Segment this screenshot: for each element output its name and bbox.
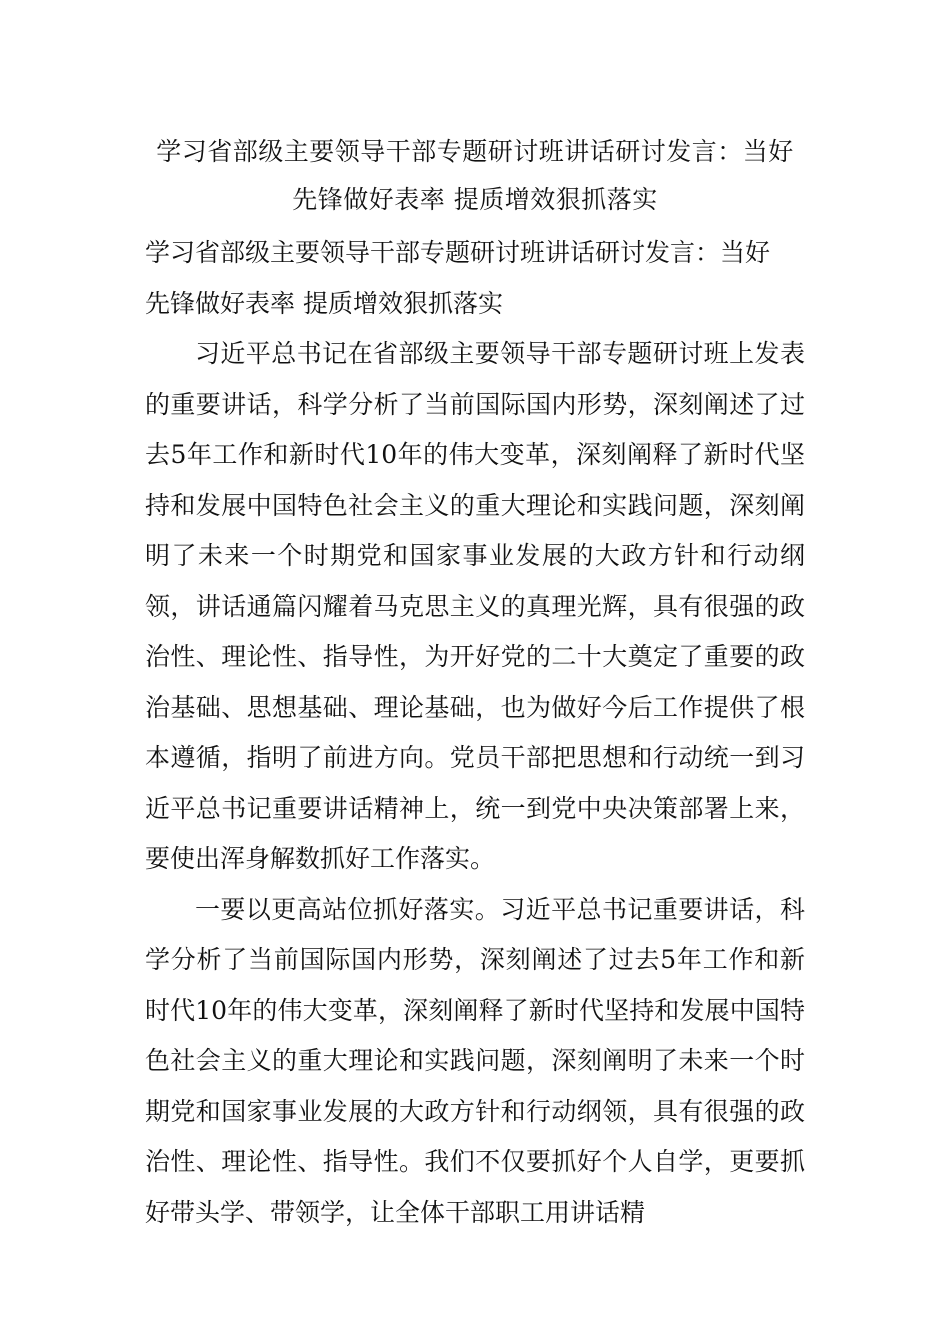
body-paragraph-2: 一要以更高站位抓好落实。习近平总书记重要讲话，科学分析了当前国际国内形势，深刻阐述了过去5年工作和新时代10年的伟大变革，深刻阐释了新时代坚持和发展中国特色社会主义的重大理论和实践问题，深刻阐明了未来一个时期党和国家事业发展的大政方针和行动纲领，具有很强的政治性、理论性、指导性。我们不仅要抓好个人自学，更要抓好带头学、带领学，让全体干部职工用讲话精 <box>145 894 805 1227</box>
body-paragraph-1: 习近平总书记在省部级主要领导干部专题研讨班上发表的重要讲话，科学分析了当前国际国内形势，深刻阐述了过去5年工作和新时代10年的伟大变革，深刻阐释了新时代坚持和发展中国特色社会主义的重大理论和实践问题，深刻阐明了未来一个时期党和国家事业发展的大政方针和行动纲领，讲话通篇闪耀着马克思主义的真理光辉，具有很强的政治性、理论性、指导性，为开好党的二十大奠定了重要的政治基础、思想基础、理论基础，也为做好今后工作提供了根本遵循，指明了前进方向。党员干部把思想和行动统一到习近平总书记重要讲话精神上，统一到党中央决策部署上来，要使出浑身解数抓好工作落实。 <box>145 339 805 873</box>
document-body <box>145 228 805 1238</box>
document-title <box>145 128 805 224</box>
subtitle-line-2: 先锋做好表率 提质增效狠抓落实 <box>145 288 503 318</box>
subtitle-line-1: 学习省部级主要领导干部专题研讨班讲话研讨发言：当好 <box>145 238 771 267</box>
title-line-1: 学习省部级主要领导干部专题研讨班讲话研讨发言：当好 <box>156 137 794 166</box>
title-line-2: 先锋做好表率 提质增效狠抓落实 <box>292 185 658 214</box>
document-subtitle <box>145 228 805 329</box>
